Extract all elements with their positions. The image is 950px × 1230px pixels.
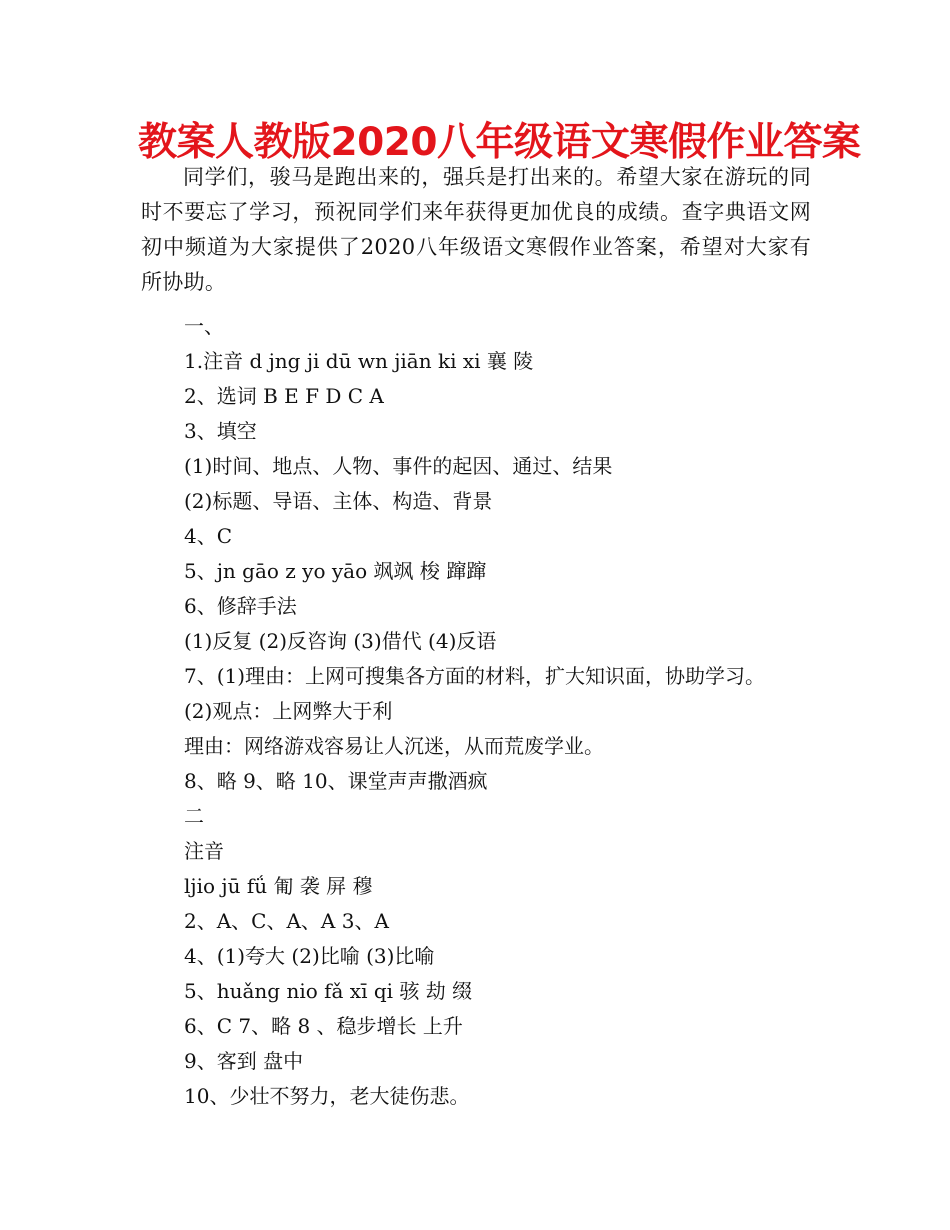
answer-line: 5、jn gāo z yo yāo 飒飒 梭 蹿蹿 [184,559,487,583]
answer-line: 二 [184,804,204,828]
answer-line: (2)观点：上网弊大于利 [184,699,393,723]
answer-line: (2)标题、导语、主体、构造、背景 [184,489,493,513]
answer-line: ljio jū fǘ 匍 袭 屏 穆 [184,874,373,898]
answer-line: 6、C 7、略 8 、稳步增长 上升 [184,1014,463,1038]
answer-line: (1)时间、地点、人物、事件的起因、通过、结果 [184,454,613,478]
answer-line: 2、A、C、A、A 3、A [184,909,389,933]
answer-line: 8、略 9、略 10、课堂声声撒酒疯 [184,769,488,793]
answer-line: 一、 [184,314,224,338]
answer-line: 4、(1)夸大 (2)比喻 (3)比喻 [184,944,435,968]
answer-line: 5、huǎng nio fǎ xī qi 骇 劫 缀 [184,979,473,1003]
answer-line: 7、(1)理由：上网可搜集各方面的材料，扩大知识面，协助学习。 [184,664,766,688]
answer-line: 1.注音 d jng ji dū wn jiān ki xi 襄 陵 [184,349,534,373]
answer-line: 3、填空 [184,419,257,443]
answer-line: 10、少壮不努力，老大徒伤悲。 [184,1084,470,1108]
answer-list [184,309,824,1114]
answer-line: 注音 [184,839,224,863]
answer-line: 9、客到 盘中 [184,1049,304,1073]
answer-line: 6、修辞手法 [184,594,297,618]
answer-line: 4、C [184,524,233,548]
intro-paragraph: 同学们，骏马是跑出来的，强兵是打出来的。希望大家在游玩的同时不要忘了学习，预祝同学们来年获得更加优良的成绩。查字典语文网初中频道为大家提供了2020八年级语文寒假作业答案，希望对大家有所协助。 [141,165,811,294]
answer-line: 2、选词 B E F D C A [184,384,384,408]
document-title: 教案人教版2020八年级语文寒假作业答案 [138,120,861,165]
answer-line: (1)反复 (2)反咨询 (3)借代 (4)反语 [184,629,497,653]
answer-line: 理由：网络游戏容易让人沉迷，从而荒废学业。 [184,734,604,758]
